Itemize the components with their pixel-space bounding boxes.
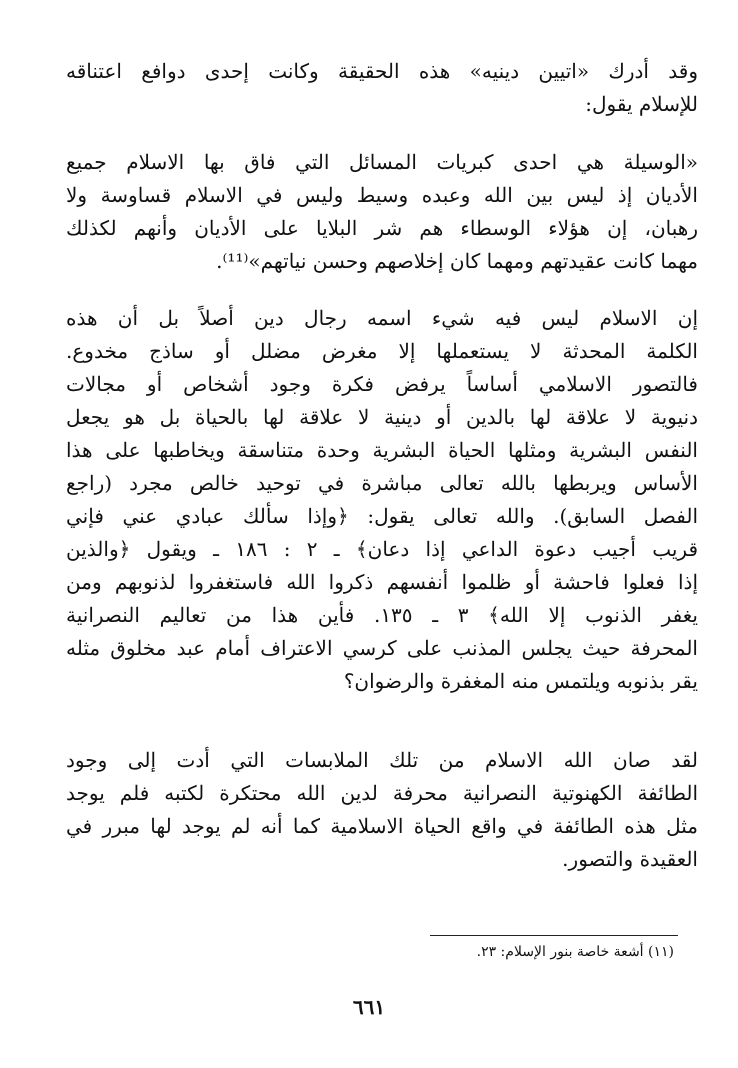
text-line: رهبان، إن هؤلاء الوسطاء هم شر البلايا على الأديان وأنهم لكذلك bbox=[66, 216, 698, 240]
text-line: فالتصور الاسلامي أساساً يرفض فكرة وجود أشخاص أو مجالات bbox=[66, 372, 698, 396]
text-line: العقيدة والتصور. bbox=[562, 847, 698, 871]
footnote-divider bbox=[430, 935, 678, 936]
paragraph-quote bbox=[66, 146, 698, 278]
text-line: إذا فعلوا فاحشة أو ظلموا أنفسهم ذكروا الله فاستغفروا لذنوبهم ومن bbox=[66, 570, 698, 594]
paragraph-main bbox=[66, 302, 698, 698]
text-line: النفس البشرية ومثلها الحياة البشرية وحدة متناسقة ويخاطبها على هذا bbox=[66, 438, 698, 462]
text-line: المحرفة حيث يجلس المذنب على كرسي الاعتراف أمام عبد مخلوق مثله bbox=[66, 636, 698, 660]
text-line: «الوسيلة هي احدى كبريات المسائل التي فاق بها الاسلام جميع bbox=[66, 150, 698, 174]
text-line: الأديان إذ ليس بين الله وعبده وسيط وليس في الاسلام قساوسة ولا bbox=[66, 183, 698, 207]
text-line: الطائفة الكهنوتية النصرانية محرفة لدين الله محتكرة لكتبه فلم يوجد bbox=[66, 781, 698, 805]
footnote: (١١) أشعة خاصة بنور الإسلام: ٢٣. bbox=[476, 944, 674, 960]
text-line: دنيوية لا علاقة لها بالدين أو دينية لا علاقة لها بالحياة بل هو يجعل bbox=[66, 405, 698, 429]
text-line: مهما كانت عقيدتهم ومهما كان إخلاصهم وحسن نياتهم»⁽¹¹⁾. bbox=[216, 249, 698, 273]
text-line: قريب أجيب دعوة الداعي إذا دعان﴾ ـ ٢ : ١٨٦ ـ ويقول ﴿والذين bbox=[66, 537, 698, 561]
text-line: يقر بذنوبه ويلتمس منه المغفرة والرضوان؟ bbox=[343, 669, 698, 693]
page-number: ٦٦١ bbox=[352, 995, 386, 1019]
paragraph-closing bbox=[66, 744, 698, 876]
text-line: يغفر الذنوب إلا الله﴾ ٣ ـ ١٣٥. فأين هذا من تعاليم النصرانية bbox=[66, 603, 698, 627]
text-line: الفصل السابق). والله تعالى يقول: ﴿وإذا سألك عبادي عني فإني bbox=[66, 504, 698, 528]
text-line: إن الاسلام ليس فيه شيء اسمه رجال دين أصلاً بل أن هذه bbox=[66, 306, 698, 330]
text-line: الكلمة المحدثة لا يستعملها إلا مغرض مضلل أو ساذج مخدوع. bbox=[66, 339, 698, 363]
text-line: لقد صان الله الاسلام من تلك الملابسات التي أدت إلى وجود bbox=[66, 748, 698, 772]
text-line: للإسلام يقول: bbox=[585, 92, 698, 116]
text-line: وقد أدرك «اتيين دينيه» هذه الحقيقة وكانت إحدى دوافع اعتناقه bbox=[66, 59, 698, 83]
paragraph-intro bbox=[66, 55, 698, 121]
text-line: الأساس ويربطها بالله تعالى مباشرة في توحيد خالص مجرد (راجع bbox=[66, 471, 698, 495]
text-line: مثل هذه الطائفة في واقع الحياة الاسلامية كما أنه لم يوجد لها مبرر في bbox=[66, 814, 698, 838]
